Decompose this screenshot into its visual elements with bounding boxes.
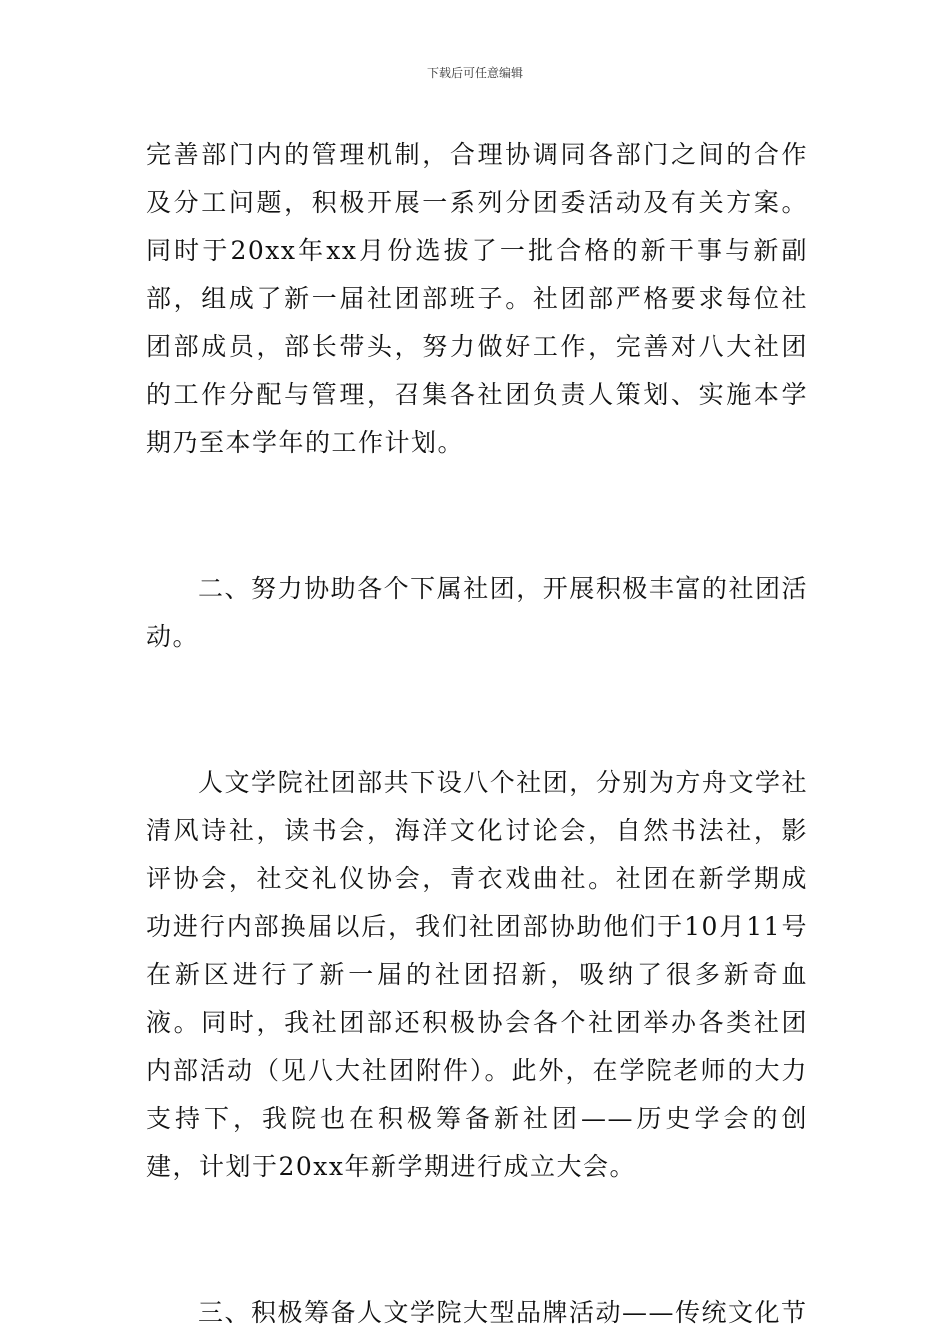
paragraph-1: 完善部门内的管理机制，合理协调同各部门之间的合作及分工问题，积极开展一系列分团委活动及有关方案。同时于20xx年xx月份选拔了一批合格的新干事与新副部，组成了新一届社团部班子。社团部严格要求每位社团部成员，部长带头，努力做好工作，完善对八大社团的工作分配与管理，召集各社团负责人策划、实施本学期乃至本学年的工作计划。 <box>146 140 808 457</box>
paragraph-gap <box>146 516 808 565</box>
paragraph-2: 人文学院社团部共下设八个社团，分别为方舟文学社清风诗社，读书会，海洋文化讨论会，自然书法社，影评协会，社交礼仪协会，青衣戏曲社。社团在新学期成功进行内部换届以后，我们社团部协助他们于10月11号在新区进行了新一届的社团招新，吸纳了很多新奇血液。同时，我社团部还积极协会各个社团举办各类社团内部活动（见八大社团附件）。此外，在学院老师的大力支持下，我院也在积极筹备新社团——历史学会的创建，计划于20xx年新学期进行成立大会。 <box>146 768 808 1181</box>
document-body <box>146 131 808 1337</box>
section-heading-2: 二、努力协助各个下属社团，开展积极丰富的社团活动。 <box>146 574 808 651</box>
paragraph-gap <box>146 1191 808 1240</box>
paragraph-gap <box>146 661 808 710</box>
header-note: 下载后可任意编辑 <box>426 66 523 80</box>
paragraph-gap <box>146 1240 808 1289</box>
paragraph-gap <box>146 467 808 516</box>
paragraph-gap <box>146 710 808 759</box>
section-heading-3: 三、积极筹备人文学院大型品牌活动——传统文化节 <box>198 1298 808 1327</box>
